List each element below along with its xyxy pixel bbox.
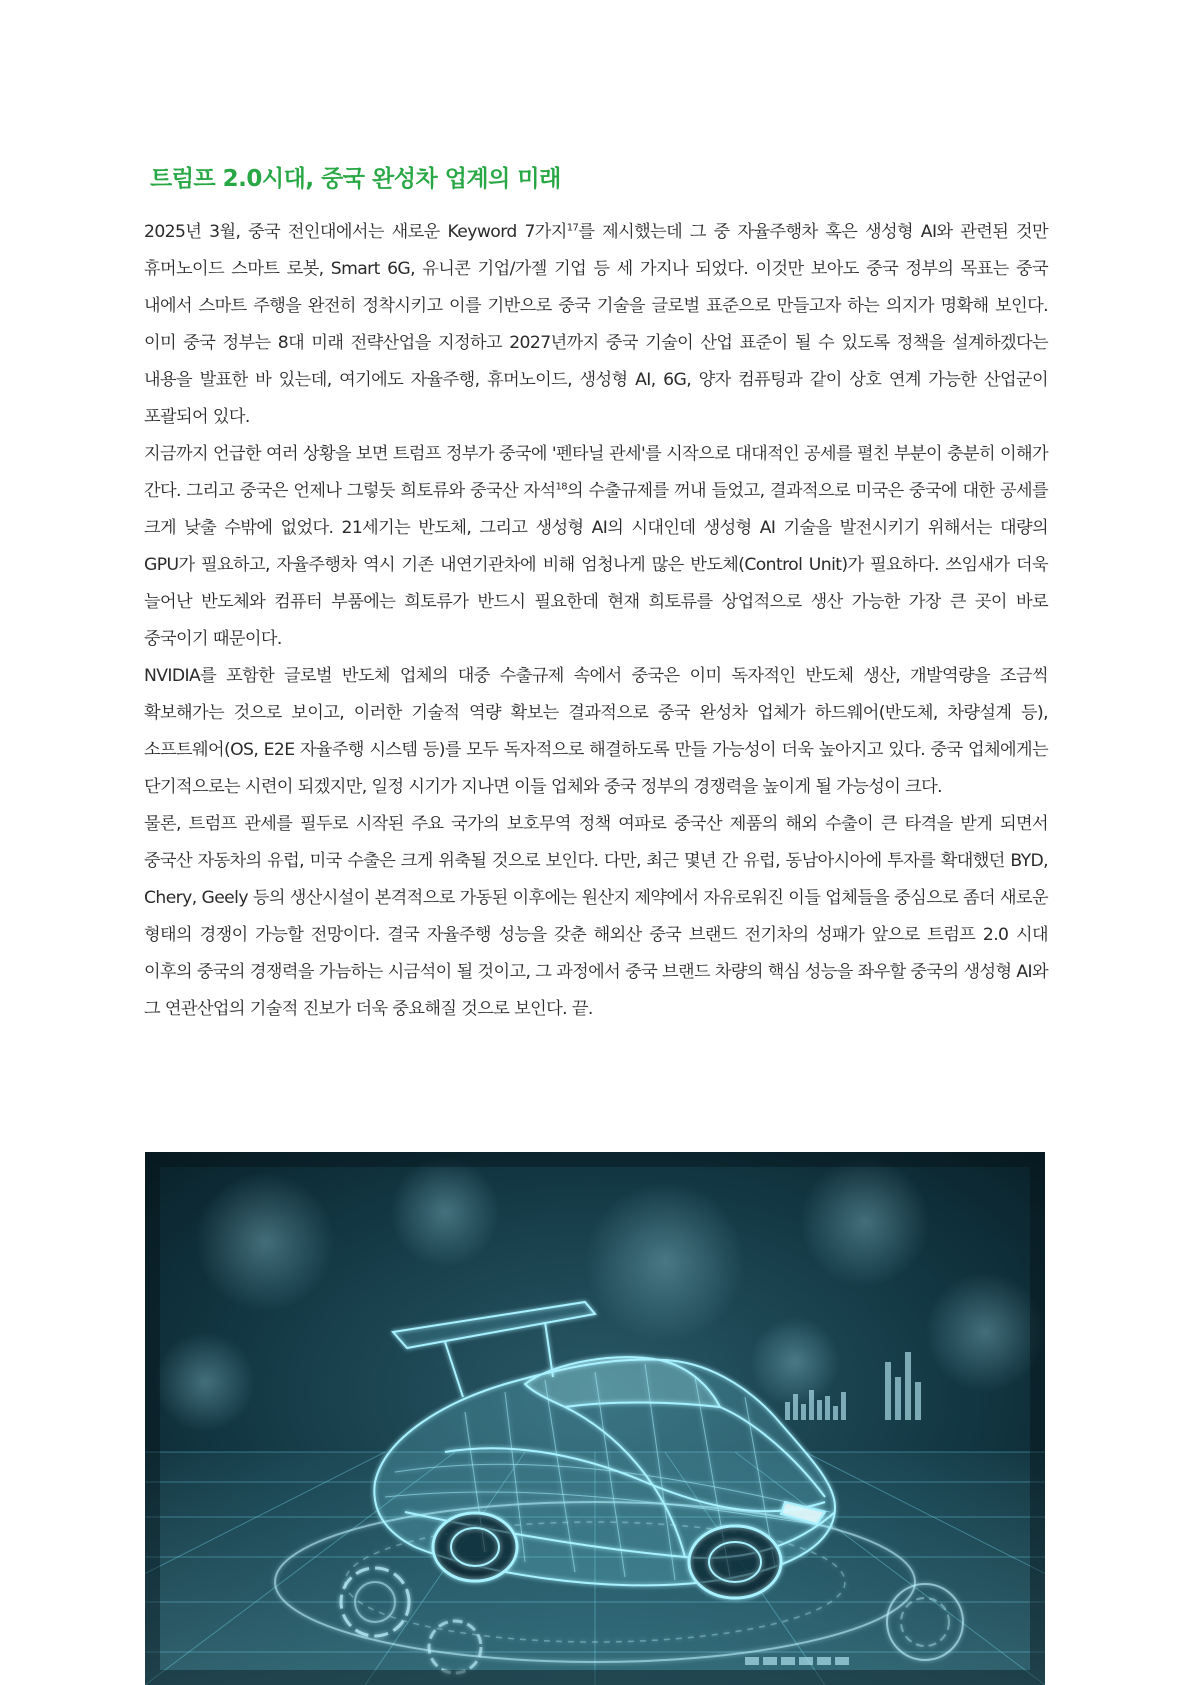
- paragraph-1: [144, 214, 1048, 436]
- paragraph-2-text-a: 지금까지 언급한 여러 상황을 보면 트럼프 정부가 중국에 '펜타닐 관세'를 시작으로 대대적인 공세를 펼친 부분이 충분히 이해가 간다. 그리고 중국은 언제나 그렇듯 희토류와 중국산 자석: [144, 444, 1048, 501]
- paragraph-3: NVIDIA를 포함한 글로벌 반도체 업체의 대중 수출규제 속에서 중국은 이미 독자적인 반도체 생산, 개발역량을 조금씩 확보해가는 것으로 보이고, 이러한 기술적 역량 확보는 결과적으로 중국 완성차 업체가 하드웨어(반도체, 차량설계 등), 소프트웨어(OS, E2E 자율주행 시스템 등)를 모두 독자적으로 해결하도록 만들 가능성이 더욱 높아지고 있다. 중국 업체에게는 단기적으로는 시련이 되겠지만, 일정 시기가 지나면 이들 업체와 중국 정부의 경쟁력을 높이게 될 가능성이 크다.: [144, 666, 1048, 797]
- paragraph-2-text-b: 의 수출규제를 꺼내 들었고, 결과적으로 미국은 중국에 대한 공세를 크게 낮출 수밖에 없었다. 21세기는 반도체, 그리고 생성형 AI의 시대인데 생성형 AI 기술을 발전시키기 위해서는 대량의 GPU가 필요하고, 자율주행차 역시 기존 내연기관차에 비해 엄청나게 많은 반도체(Control Unit)가 필요하다. 쓰임새가 더욱 늘어난 반도체와 컴퓨터 부품에는 희토류가 반드시 필요한데 현재 희토류를 상업적으로 생산 가능한 가장 큰 곳이 바로 중국이기 때문이다.: [144, 481, 1049, 649]
- paragraph-1-text-b: 를 제시했는데 그 중 자율주행차 혹은 생성형 AI와 관련된 것만 휴머노이드 스마트 로봇, Smart 6G, 유니콘 기업/가젤 기업 등 세 가지나 되었다. 이것만 보아도 중국 정부의 목표는 중국 내에서 스마트 주행을 완전히 정착시키고 이를 기반으로 중국 기술을 글로벌 표준으로 만들고자 하는 의지가 명확해 보인다. 이미 중국 정부는 8대 미래 전략산업을 지정하고 2027년까지 중국 기술이 산업 표준이 될 수 있도록 정책을 설계하겠다는 내용을 발표한 바 있는데, 여기에도 자율주행, 휴머노이드, 생성형 AI, 6G, 양자 컴퓨팅과 같이 상호 연계 가능한 산업군이 포괄되어 있다.: [144, 222, 1048, 427]
- paragraph-2: [144, 436, 1048, 658]
- footnote-ref-17: 17: [566, 222, 579, 234]
- hero-image-holographic-car: [145, 1152, 1045, 1685]
- paragraph-4: 물론, 트럼프 관세를 필두로 시작된 주요 국가의 보호무역 정책 여파로 중국산 제품의 해외 수출이 큰 타격을 받게 되면서 중국산 자동차의 유럽, 미국 수출은 크게 위축될 것으로 보인다. 다만, 최근 몇년 간 유럽, 동남아시아에 투자를 확대했던 BYD, Chery, Geely 등의 생산시설이 본격적으로 가동된 이후에는 원산지 제약에서 자유로워진 이들 업체들을 중심으로 좀더 새로운 형태의 경쟁이 가능할 전망이다. 결국 자율주행 성능을 갖춘 해외산 중국 브랜드 전기차의 성패가 앞으로 트럼프 2.0 시대 이후의 중국의 경쟁력을 가늠하는 시금석이 될 것이고, 그 과정에서 중국 브랜드 차량의 핵심 성능을 좌우할 중국의 생성형 AI와 그 연관산업의 기술적 진보가 더욱 중요해질 것으로 보인다. 끝.: [144, 814, 1048, 1019]
- footnote-ref-18: 18: [555, 481, 568, 493]
- paragraph-1-text-a: 2025년 3월, 중국 전인대에서는 새로운 Keyword 7가지: [144, 222, 567, 242]
- article-body: [144, 214, 1048, 1028]
- article-title: 트럼프 2.0시대, 중국 완성차 업계의 미래: [150, 166, 561, 192]
- holographic-car-illustration: [145, 1152, 1045, 1685]
